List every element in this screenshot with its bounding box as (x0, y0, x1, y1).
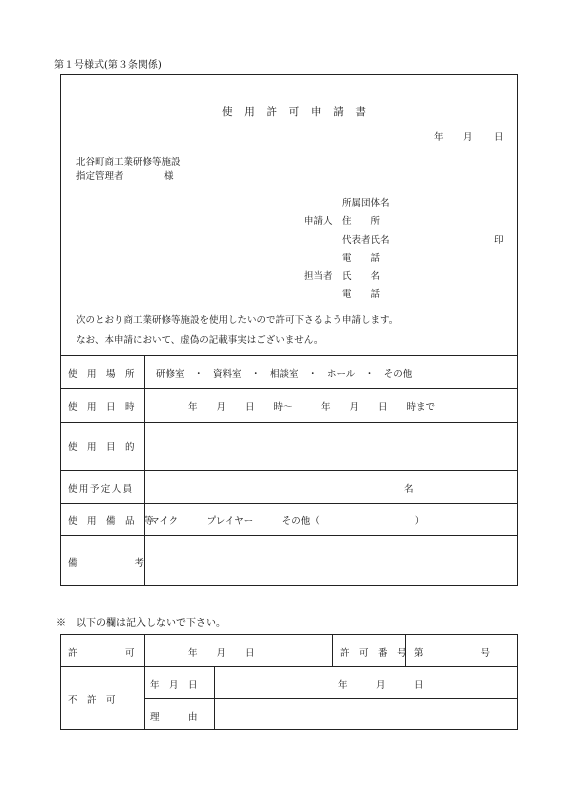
form-id: 第１号様式(第３条関係) (54, 60, 162, 71)
permit-number-value: 第 号 (414, 648, 491, 659)
equipment-label: 使 用 備 品 等 (68, 516, 154, 527)
permit-date: 年 月 日 (188, 648, 255, 659)
permit-number-label: 許 可 番 号 (340, 648, 407, 659)
deny-date-small: 年 月 日 (150, 680, 198, 691)
addressee-line2: 指定管理者 (76, 171, 124, 182)
permit-label: 許 可 (68, 648, 135, 659)
deny-date: 年 月 日 (338, 680, 424, 691)
deny-label: 不 許 可 (68, 695, 116, 706)
use-datetime-label: 使 用 日 時 (68, 402, 135, 413)
expected-people-field[interactable] (150, 475, 390, 499)
use-place-label: 使 用 場 所 (68, 369, 135, 380)
use-purpose-label: 使 用 目 的 (68, 442, 135, 453)
reason-label: 理 由 (150, 712, 198, 723)
application-box (60, 74, 518, 586)
form-title: 使 用 許 可 申 請 書 (222, 106, 371, 118)
expected-people-unit: 名 (404, 484, 414, 495)
use-place-options[interactable]: 研修室 ・ 資料室 ・ 相談室 ・ ホール ・ その他 (156, 369, 413, 380)
request-text: 次のとおり商工業研修等施設を使用したいので許可下さるよう申請します。 (76, 315, 399, 326)
use-purpose-field[interactable] (150, 426, 512, 466)
seal-mark: 印 (494, 235, 504, 246)
expected-people-label: 使用予定人員 (68, 484, 134, 495)
remarks-label: 備 考 (68, 558, 145, 569)
remarks-field[interactable] (150, 540, 512, 582)
addressee-sama: 様 (164, 171, 174, 182)
equipment-field[interactable]: マイク プレイヤー その他（ ） (150, 516, 425, 527)
use-datetime-field[interactable]: 年 月 日 時〜 年 月 日 時まで (188, 402, 436, 413)
addressee-line1: 北谷町商工業研修等施設 (76, 157, 181, 168)
declaration-text: なお、本申請において、虚偽の記載事実はございません。 (76, 335, 324, 346)
office-use-note: ※ 以下の欄は記入しないで下さい。 (56, 618, 226, 629)
